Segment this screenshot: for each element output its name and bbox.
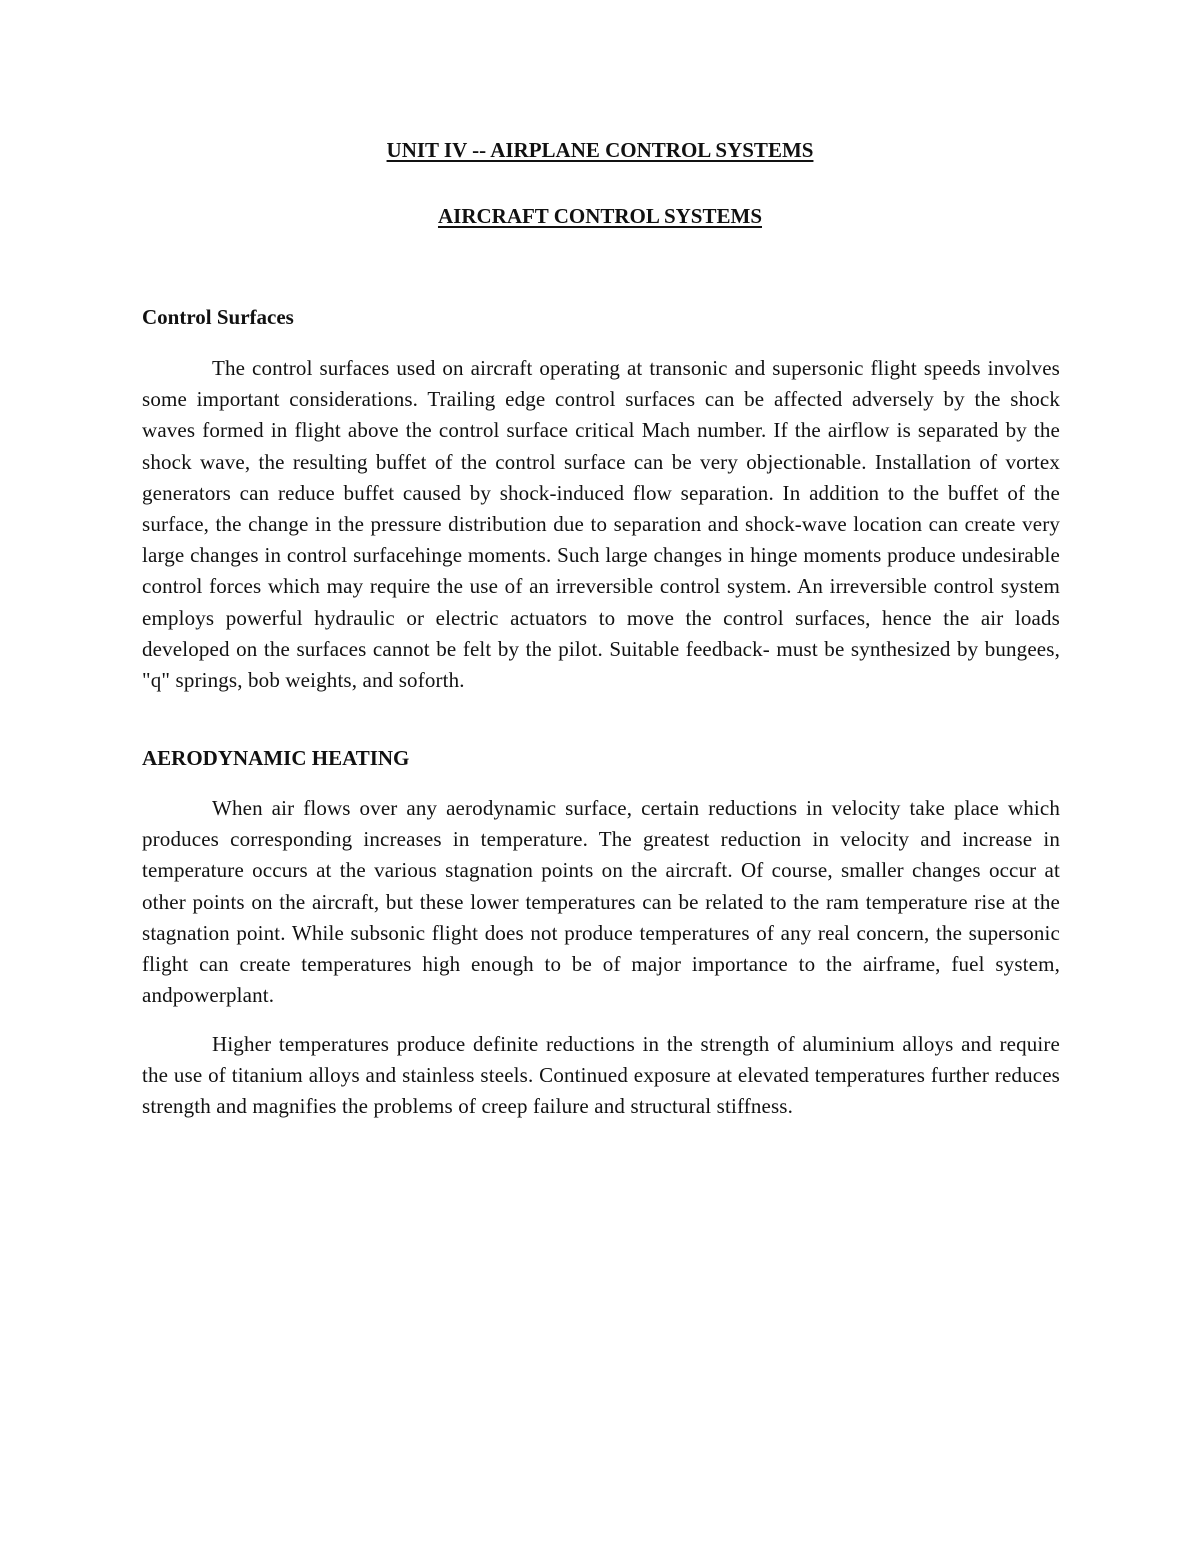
paragraph-aerodynamic-heating-2: Higher temperatures produce definite reductions in the strength of aluminium alloys and require the use of titanium alloys and stainless steels. Continued exposure at elevated temperatures further reduces strength and magnifies the problems of creep failure and structural stiffness. [142, 1032, 1060, 1119]
section-title: AIRCRAFT CONTROL SYSTEMS [437, 204, 762, 228]
heading-aerodynamic-heating: AERODYNAMIC HEATING [142, 746, 410, 770]
unit-title: UNIT IV -- AIRPLANE CONTROL SYSTEMS [386, 138, 814, 162]
heading-control-surfaces: Control Surfaces [142, 305, 294, 329]
paragraph-control-surfaces: The control surfaces used on aircraft operating at transonic and supersonic flight speeds involves some important considerations. Trailing edge control surfaces can be affected adversely by the shock waves formed in flight above the control surface critical Mach number. If the airflow is separated by the shock wave, the resulting buffet of the control surface can be very objectionable. Installation of vortex generators can reduce buffet caused by shock-induced flow separation. In addition to the buffet of the surface, the change in the pressure distribution due to separation and shock-wave location can create very large changes in control surfacehinge moments. Such large changes in hinge moments produce undesirable control forces which may require the use of an irreversible control system. An irreversible control system employs powerful hydraulic or electric actuators to move the control surfaces, hence the air loads developed on the surfaces cannot be felt by the pilot. Suitable feedback- must be synthesized by bungees, "q" springs, bob weights, and soforth. [142, 356, 1060, 693]
paragraph-aerodynamic-heating-1: When air flows over any aerodynamic surface, certain reductions in velocity take place which produces corresponding increases in temperature. The greatest reduction in velocity and increase in temperature occurs at the various stagnation points on the aircraft. Of course, smaller changes occur at other points on the aircraft, but these lower temperatures can be related to the ram temperature rise at the stagnation point. While subsonic flight does not produce temperatures of any real concern, the supersonic flight can create temperatures high enough to be of major importance to the airframe, fuel system, andpowerplant. [142, 796, 1060, 1008]
